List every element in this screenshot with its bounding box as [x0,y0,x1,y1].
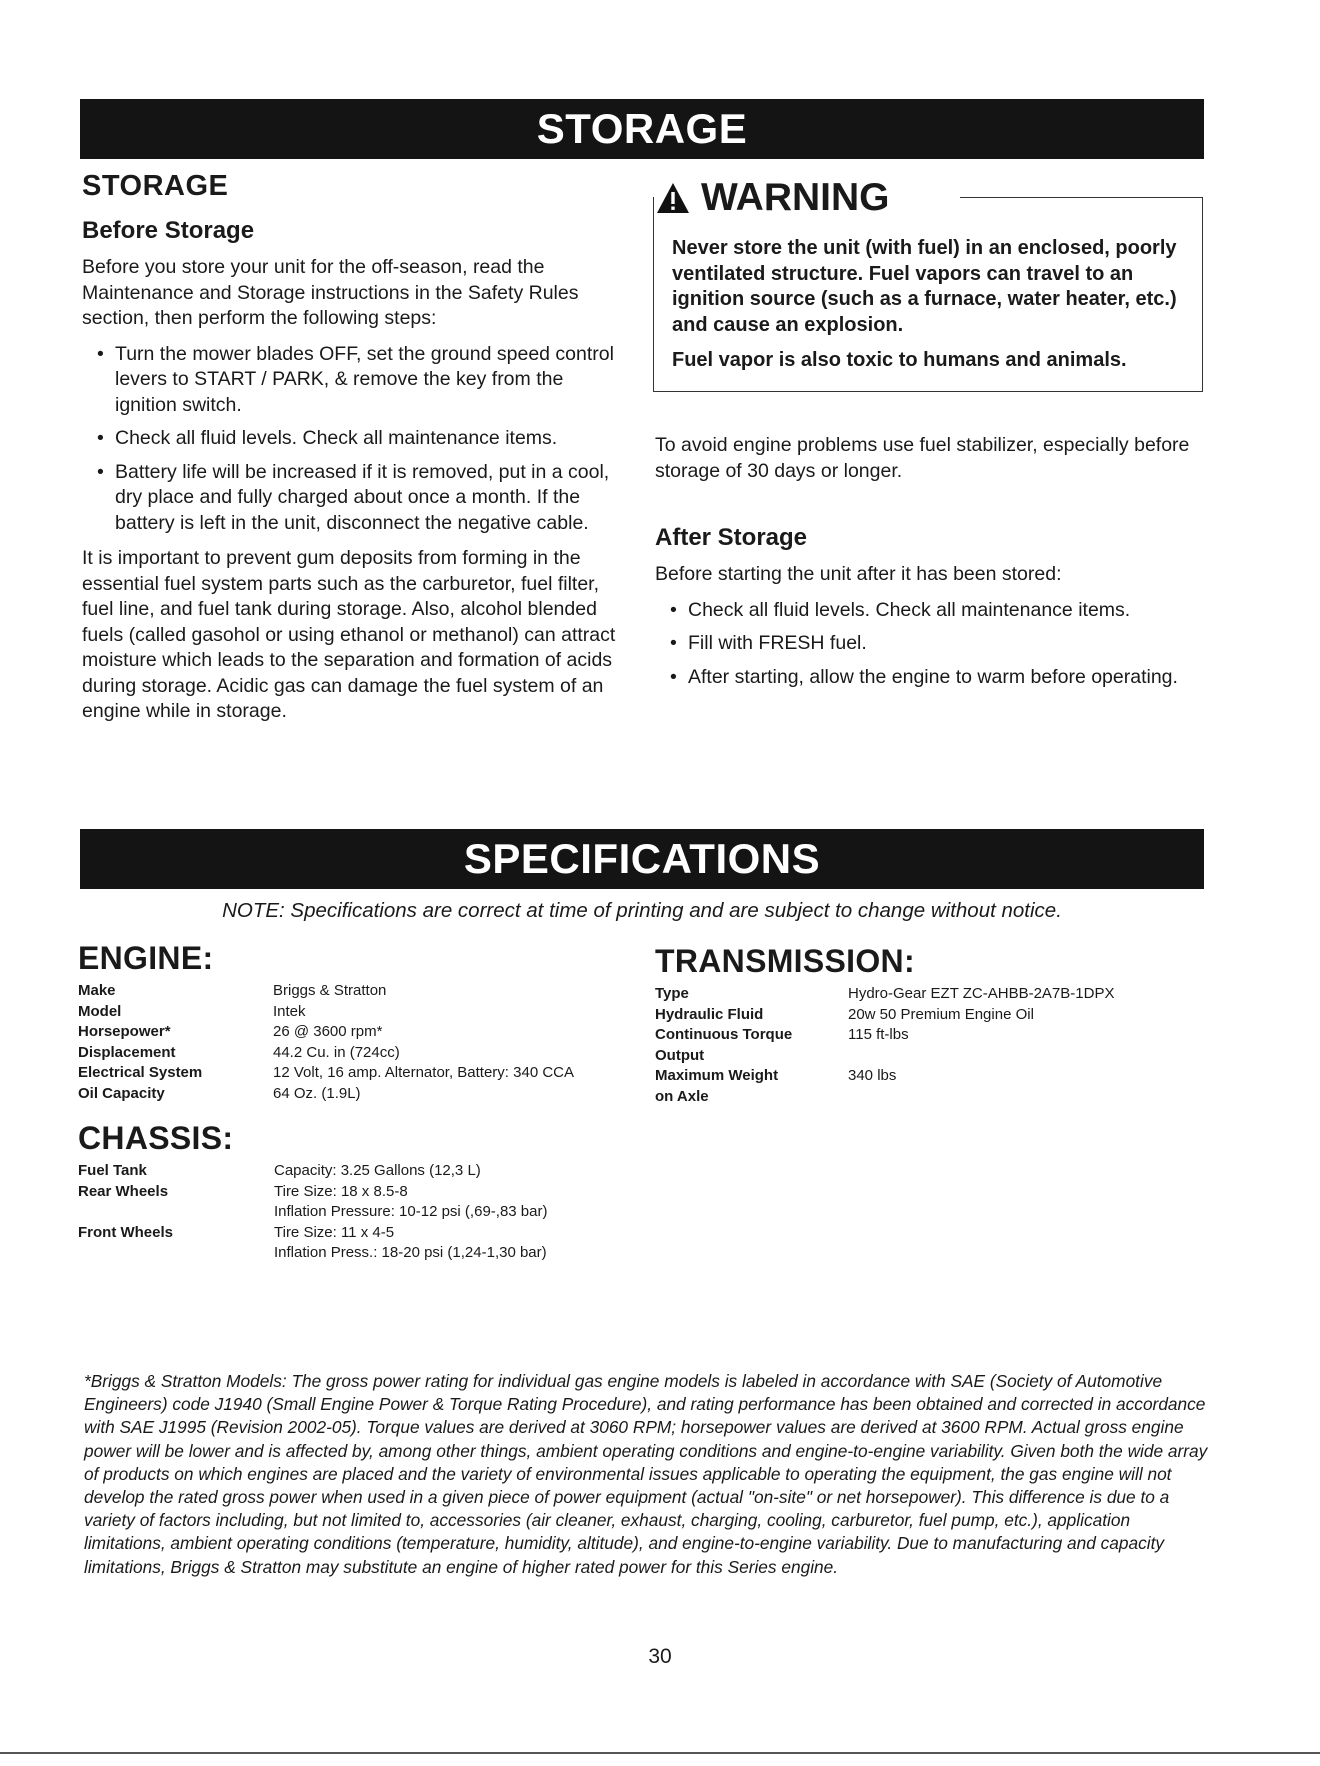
table-row: Rear Wheels Tire Size: 18 x 8.5-8 [78,1182,408,1200]
chassis-section [78,1120,547,1264]
after-storage-list [655,598,1205,691]
warning-text [672,236,1192,384]
fuel-stabilizer-text: To avoid engine problems use fuel stabilizer, especially before storage of 30 days or longer. [655,434,1190,482]
warning-header [655,170,1205,220]
horsepower-footnote: *Briggs & Stratton Models: The gross power rating for individual gas engine models is labeled in accordance with SAE (Society of Automotive Engineers) code J1940 (Small Engine Power & Torque Rating Procedure), and rating performance has been obtained and corrected in accordance with SAE J1995 (Revision 2002-05). Torque values are derived at 3060 RPM; horsepower values are derived at 3600 RPM. Actual gross engine power will be lower and is affected by, among other things, ambient operating conditions and engine-to-engine variability. Given both the wide array of products on which engines are placed and the variety of environmental issues applicable to operating the equipment, the gas engine will not develop the rated gross power when used in a given piece of power equipment (actual "on-site" or net horsepower). This difference is due to a variety of factors including, but not limited to, accessories (air cleaner, exhaust, charging, cooling, carburetor, fuel pump, etc.), application limitations, ambient operating conditions (temperature, humidity, altitude), and engine-to-engine variability. Due to manufacturing and capacity limitations, Briggs & Stratton may substitute an engine of higher rated power for this Series engine. [84,1371,1208,1577]
table-row: Inflation Press.: 18-20 psi (1,24-1,30 bar) [274,1244,547,1261]
before-storage-intro: Before you store your unit for the off-season, read the Maintenance and Storage instructions in the Safety Rules section, then perform the following steps: [82,256,579,329]
engine-section [78,940,574,1104]
warning-text-2: Fuel vapor is also toxic to humans and animals. [672,349,1127,371]
warning-title: WARNING [701,176,890,219]
before-storage-list [82,342,622,537]
transmission-table [655,984,1114,1107]
table-row: Maximum Weight 340 lbs [655,1067,897,1084]
specs-note: NOTE: Specifications are correct at time of printing and are subject to change without notice. [222,899,1062,922]
table-row: Output [655,1046,705,1064]
specifications-banner: SPECIFICATIONS [80,829,1204,889]
storage-banner: STORAGE [80,99,1204,159]
list-item: • Turn the mower blades OFF, set the ground speed control levers to START / PARK, & remove the key from the ignition switch. [82,342,622,419]
table-row: on Axle [655,1087,709,1105]
table-row: Type Hydro-Gear EZT ZC-AHBB-2A7B-1DPX [655,985,1115,1002]
list-item: • Battery life will be increased if it is removed, put in a cool, dry place and fully charged about once a month. If the battery is left in the unit, disconnect the negative cable. [82,460,622,537]
table-row: Inflation Pressure: 10-12 psi (,69-,83 bar) [274,1203,548,1220]
table-row: Continuous Torque 115 ft-lbs [655,1026,909,1043]
storage-right-column [655,433,1205,700]
transmission-section [655,943,1114,1107]
before-storage-heading: Before Storage [82,217,255,244]
table-row: Horsepower* 26 @ 3600 rpm* [78,1023,383,1040]
chassis-heading: CHASSIS: [78,1120,234,1156]
table-row: Electrical System 12 Volt, 16 amp. Alternator, Battery: 340 CCA [78,1064,575,1081]
table-row: Displacement 44.2 Cu. in (724cc) [78,1043,400,1061]
page-number: 30 [648,1645,672,1668]
list-item: • Check all fluid levels. Check all maintenance items. [82,426,622,452]
table-row: Oil Capacity 64 Oz. (1.9L) [78,1084,361,1102]
list-item: • After starting, allow the engine to warm before operating. [655,665,1205,691]
table-row: Front Wheels Tire Size: 11 x 4-5 [78,1223,395,1241]
engine-heading: ENGINE: [78,940,214,976]
storage-heading: STORAGE [82,170,229,202]
chassis-table [78,1161,547,1264]
storage-left-column [82,170,622,735]
table-row: Make Briggs & Stratton [78,982,387,999]
table-row: Fuel Tank Capacity: 3.25 Gallons (12,3 L) [78,1162,481,1179]
transmission-heading: TRANSMISSION: [655,943,915,979]
bottom-rule [0,1752,1320,1754]
engine-table [78,981,574,1104]
list-item: • Check all fluid levels. Check all maintenance items. [655,598,1205,624]
list-item: • Fill with FRESH fuel. [655,631,1205,657]
gum-deposits-paragraph: It is important to prevent gum deposits from forming in the essential fuel system parts such as the carburetor, fuel filter, fuel line, and fuel tank during storage. Also, alcohol blended fuels (called gasohol or using ethanol or methanol) can attract moisture which leads to the separation and formation of acids during storage. Acidic gas can damage the fuel system of an engine while in storage. [82,547,616,722]
after-storage-heading: After Storage [655,524,808,551]
warning-triangle-icon [655,181,691,215]
after-storage-intro: Before starting the unit after it has been stored: [655,563,1062,585]
table-row: Hydraulic Fluid 20w 50 Premium Engine Oil [655,1005,1034,1023]
table-row: Model Intek [78,1002,306,1020]
warning-text-1: Never store the unit (with fuel) in an enclosed, poorly ventilated structure. Fuel vapors can travel to an ignition source (such as a furnace, water heater, etc.) and cause an explosion. [672,237,1177,336]
